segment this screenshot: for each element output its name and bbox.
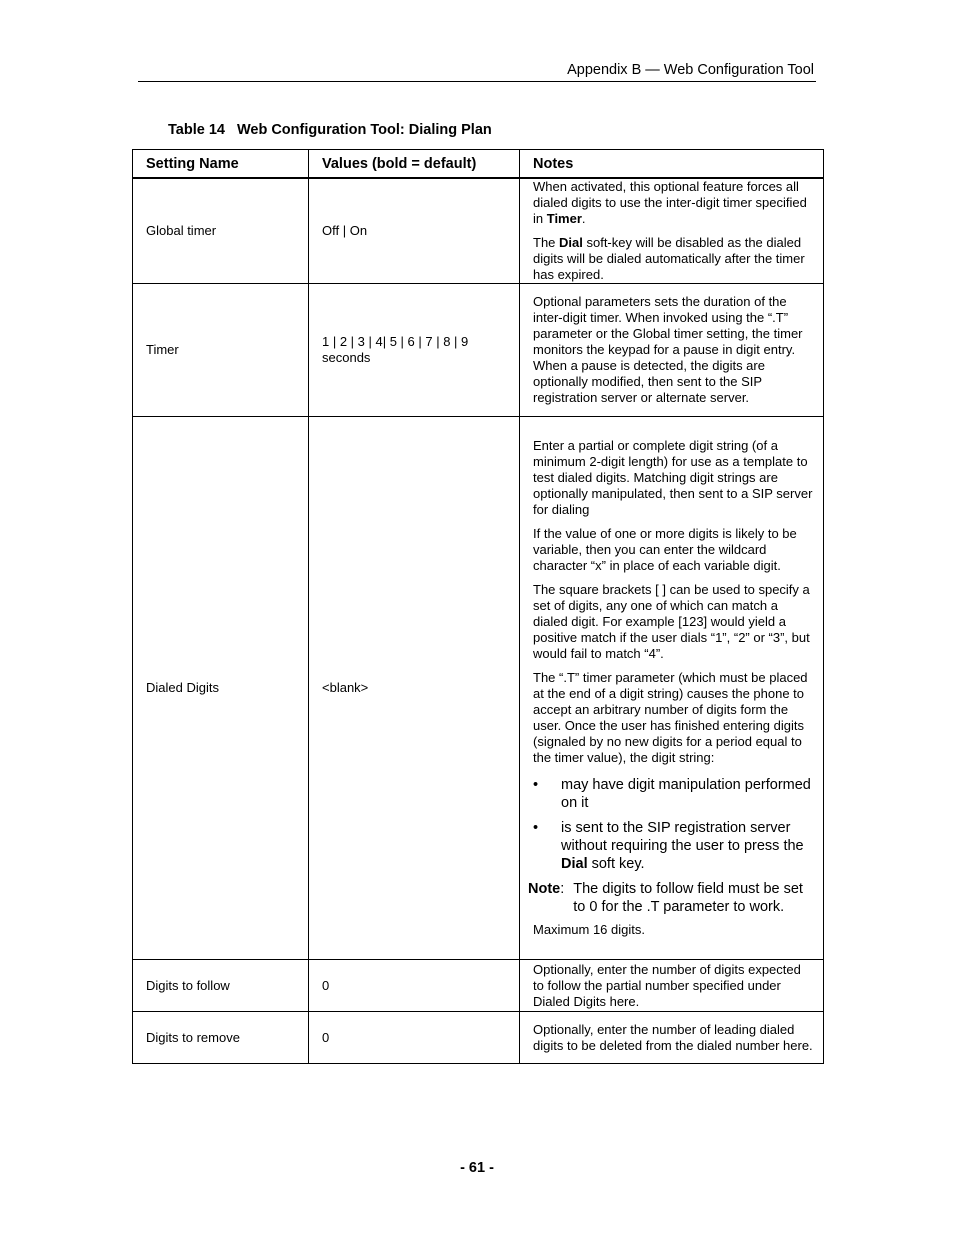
bullet-list	[533, 776, 815, 873]
note-block: Note : The digits to follow field must be set to 0 for the .T parameter to work.	[528, 880, 815, 916]
notes-paragraph: The “.T” timer parameter (which must be placed at the end of a digit string) causes the phone to accept an arbitrary number of digits form the user. Once the user has finished entering digits (signaled by no new digits for a period equal to the timer value), the digit string:	[533, 670, 808, 765]
notes-cell: Optionally, enter the number of leading dialed digits to be deleted from the dialed number here.	[520, 1012, 824, 1064]
header-notes: Notes	[520, 150, 824, 179]
caption-title: Web Configuration Tool: Dialing Plan	[236, 122, 492, 138]
notes-cell: Optionally, enter the number of digits expected to follow the partial number specified under Dialed Digits here.	[520, 960, 824, 1012]
table-row	[133, 960, 824, 1012]
table-row	[133, 284, 824, 417]
notes-cell	[520, 178, 824, 284]
header-rule	[138, 81, 816, 82]
table-header-row	[133, 150, 824, 179]
notes-cell: Optional parameters sets the duration of the inter-digit timer. When invoked using the “.T” parameter or the Global timer setting, the timer monitors the keypad for a pause in digit entry. When a pause is detected, the digits are optionally modified, then sent to the SIP registration server or alternate server.	[520, 284, 824, 417]
values-cell: 1 | 2 | 3 | 4| 5 | 6 | 7 | 8 | 9 seconds	[309, 284, 520, 417]
setting-name-cell: Dialed Digits	[133, 417, 309, 960]
note-label: Note	[528, 881, 561, 897]
notes-paragraph: If the value of one or more digits is likely to be variable, then you can enter the wildcard character “x” in place of each variable digit.	[533, 526, 797, 573]
notes-paragraph: The square brackets [ ] can be used to specify a set of digits, any one of which can match a dialed digit. For example [123] would yield a positive match if the user dials “1”, “2” or “3”, but would fail to match “4”.	[533, 582, 810, 661]
table-caption	[168, 122, 492, 138]
setting-name-cell: Global timer	[133, 178, 309, 284]
table-row	[133, 1012, 824, 1064]
table-row	[133, 178, 824, 284]
values-cell: 0	[309, 1012, 520, 1064]
note-text: The digits to follow field must be set to 0 for the .T parameter to work.	[573, 881, 803, 915]
notes-paragraph: When activated, this optional feature forces all dialed digits to use the inter-digit timer specified in Timer.	[533, 179, 807, 226]
header-setting-name: Setting Name	[133, 150, 309, 179]
list-item: • may have digit manipulation performed on it	[533, 776, 815, 812]
setting-name-cell: Digits to follow	[133, 960, 309, 1012]
header-values: Values (bold = default)	[309, 150, 520, 179]
values-cell: 0	[309, 960, 520, 1012]
notes-paragraph: The Dial soft-key will be disabled as the dialed digits will be dialed automatically after the timer has expired.	[533, 235, 805, 282]
notes-cell	[520, 417, 824, 960]
setting-name-cell: Timer	[133, 284, 309, 417]
dialing-plan-table	[132, 149, 824, 1064]
caption-number: Table 14	[168, 122, 225, 138]
list-item: • is sent to the SIP registration server without requiring the user to press the Dial soft key.	[533, 819, 815, 873]
values-cell: Off | On	[309, 178, 520, 284]
running-header: Appendix B — Web Configuration Tool	[567, 62, 814, 78]
table-row	[133, 417, 824, 960]
setting-name-cell: Digits to remove	[133, 1012, 309, 1064]
notes-paragraph: Enter a partial or complete digit string (of a minimum 2-digit length) for use as a template to test dialed digits. Matching digit strings are optionally manipulated, then sent to a SIP server for dialing	[533, 438, 813, 517]
values-cell: <blank>	[309, 417, 520, 960]
page-number: - 61 -	[460, 1160, 494, 1176]
notes-paragraph: Maximum 16 digits.	[533, 922, 645, 937]
